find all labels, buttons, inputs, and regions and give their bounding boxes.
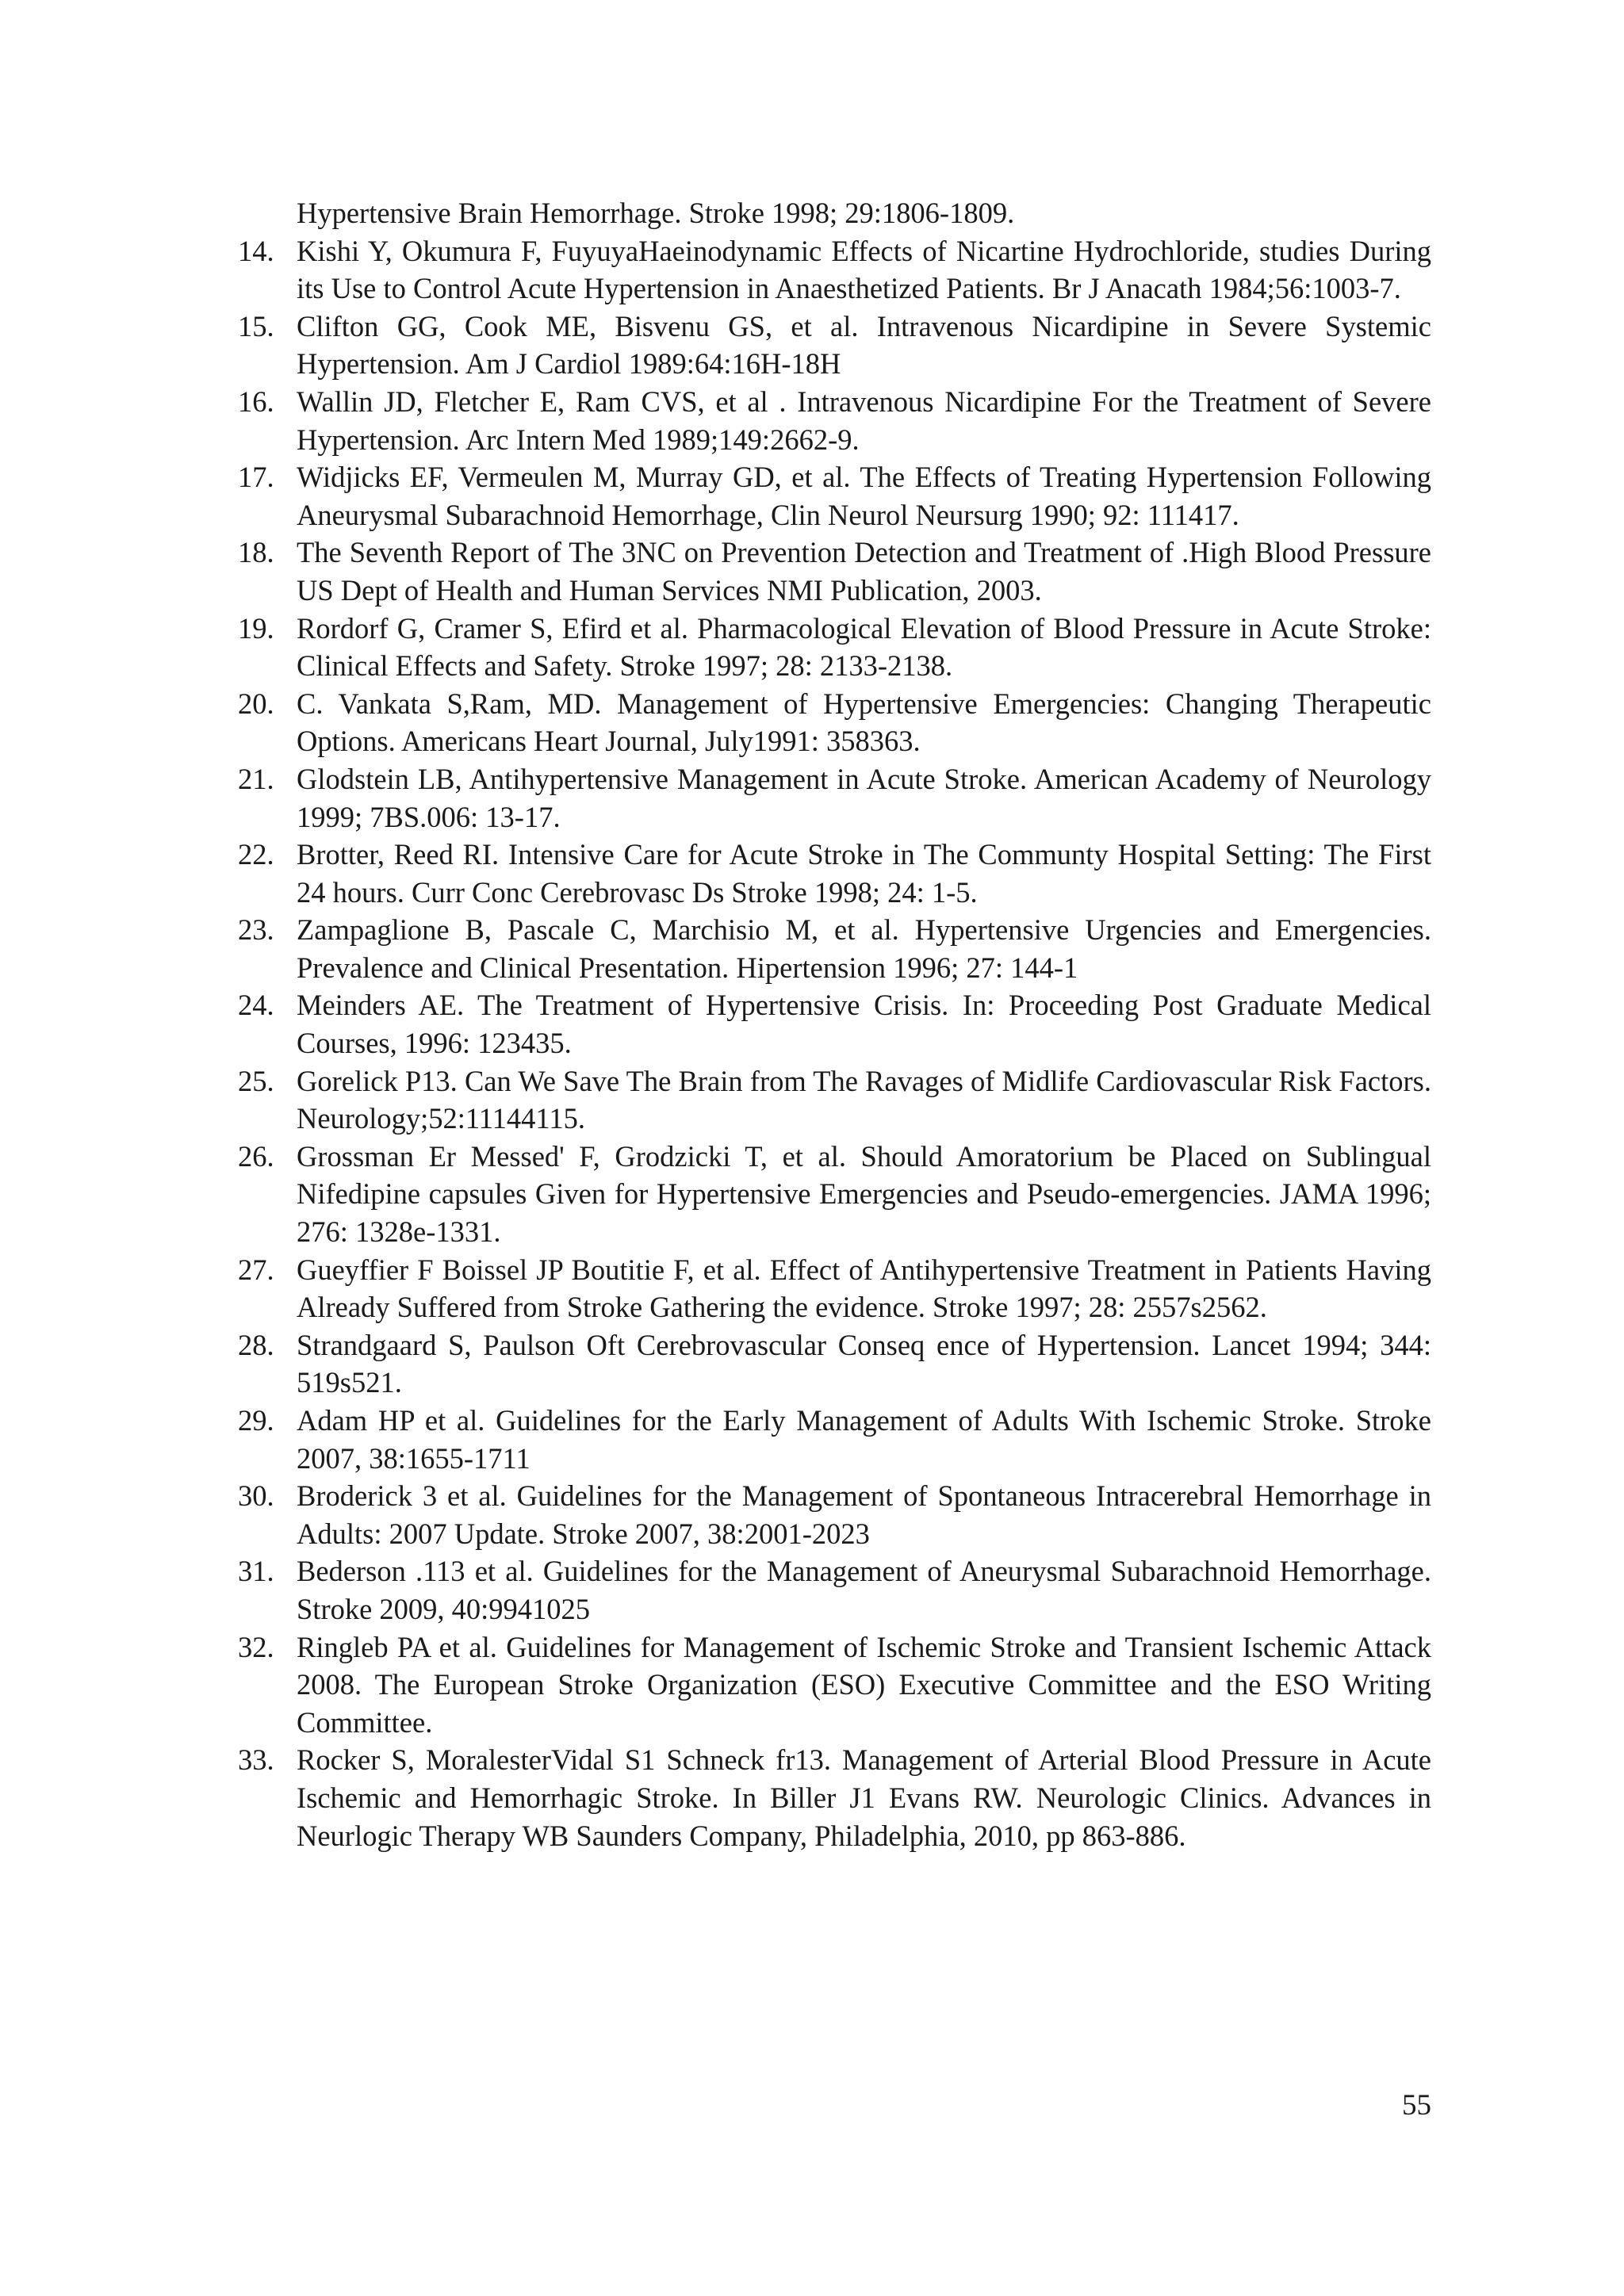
reference-number: 24. — [238, 989, 274, 1022]
reference-number: 33. — [238, 1743, 274, 1777]
reference-continuation: Hypertensive Brain Hemorrhage. Stroke 1998; 29:1806-1809. — [297, 197, 1015, 229]
reference-number: 18. — [238, 536, 274, 569]
reference-number: 16. — [238, 385, 274, 418]
reference-number: 21. — [238, 762, 274, 795]
reference-text: Broderick 3 et al. Guidelines for the Management of Spontaneous Intracerebral Hemorrhage in Adults: 2007 Update. Stroke 2007, 38:2001-2023 — [297, 1479, 1431, 1550]
reference-number: 26. — [238, 1139, 274, 1173]
reference-text: Brotter, Reed RI. Intensive Care for Acute Stroke in The Communty Hospital Setting: The First 24 hours. Curr Conc Cerebrovasc Ds Stroke 1998; 24: 1-5. — [297, 838, 1431, 909]
reference-item — [238, 1402, 1431, 1477]
reference-number: 20. — [238, 687, 274, 720]
reference-text: Gorelick P13. Can We Save The Brain from The Ravages of Midlife Cardiovascular Risk Factors. Neurology;52:11144115. — [297, 1064, 1431, 1135]
reference-text: Glodstein LB, Antihypertensive Management in Acute Stroke. American Academy of Neurology 1999; 7BS.006: 13-17. — [297, 762, 1431, 833]
reference-item — [238, 1326, 1431, 1402]
reference-number: 23. — [238, 913, 274, 947]
reference-text: Rocker S, MoralesterVidal S1 Schneck fr13. Management of Arterial Blood Pressure in Acute Ischemic and Hemorrhagic Stroke. In Biller J1 Evans RW. Neurologic Clinics. Advances in Neurlogic Therapy WB Saunders Company, Philadelphia, 2010, pp 863-886. — [297, 1743, 1431, 1852]
reference-item — [238, 232, 1431, 308]
reference-item — [238, 1552, 1431, 1628]
reference-item — [238, 458, 1431, 534]
reference-text: Ringleb PA et al. Guidelines for Management of Ischemic Stroke and Transient Ischemic Attack 2008. The European Stroke Organization (ESO) Executive Committee and the ESO Writing Committee. — [297, 1630, 1431, 1739]
reference-item — [238, 1741, 1431, 1854]
reference-number: 31. — [238, 1555, 274, 1588]
reference-item — [238, 534, 1431, 609]
reference-number: 17. — [238, 461, 274, 494]
reference-text: Kishi Y, Okumura F, FuyuyaHaeinodynamic Effects of Nicartine Hydrochloride, studies During its Use to Control Acute Hypertension in Anaesthetized Patients. Br J Anacath 1984;56:1003-7. — [297, 234, 1431, 305]
reference-item — [238, 1251, 1431, 1326]
page-number: 55 — [1402, 2089, 1431, 2122]
reference-number: 29. — [238, 1404, 274, 1437]
reference-text: Meinders AE. The Treatment of Hypertensive Crisis. In: Proceeding Post Graduate Medical Courses, 1996: 123435. — [297, 989, 1431, 1060]
reference-number: 25. — [238, 1064, 274, 1097]
reference-text: C. Vankata S,Ram, MD. Management of Hypertensive Emergencies: Changing Therapeutic Options. Americans Heart Journal, July1991: 358363. — [297, 687, 1431, 758]
reference-text: Zampaglione B, Pascale C, Marchisio M, et al. Hypertensive Urgencies and Emergencies. Prevalence and Clinical Presentation. Hipertension 1996; 27: 144-1 — [297, 913, 1431, 984]
reference-item — [238, 383, 1431, 458]
reference-number: 28. — [238, 1328, 274, 1361]
reference-item — [238, 986, 1431, 1062]
reference-item — [238, 308, 1431, 383]
reference-text: Bederson .113 et al. Guidelines for the Management of Aneurysmal Subarachnoid Hemorrhage. Stroke 2009, 40:9941025 — [297, 1555, 1431, 1625]
reference-item — [238, 911, 1431, 986]
reference-number: 30. — [238, 1479, 274, 1513]
reference-number: 19. — [238, 611, 274, 645]
reference-item — [238, 1477, 1431, 1552]
reference-item — [238, 1062, 1431, 1138]
reference-text: Adam HP et al. Guidelines for the Early Management of Adults With Ischemic Stroke. Stroke 2007, 38:1655-1711 — [297, 1404, 1431, 1475]
reference-text: Gueyffier F Boissel JP Boutitie F, et al. Effect of Antihypertensive Treatment in Patients Having Already Suffered from Stroke Gathering the evidence. Stroke 1997; 28: 2557s2562. — [297, 1253, 1431, 1324]
reference-number: 22. — [238, 838, 274, 871]
reference-item — [238, 836, 1431, 911]
reference-number: 27. — [238, 1253, 274, 1286]
reference-item — [238, 1138, 1431, 1251]
reference-item — [238, 610, 1431, 685]
reference-item — [238, 760, 1431, 836]
reference-item — [238, 1628, 1431, 1742]
reference-number: 15. — [238, 309, 274, 342]
reference-item — [238, 685, 1431, 760]
reference-number: 14. — [238, 234, 274, 267]
reference-text: Grossman Er Messed' F, Grodzicki T, et al. Should Amoratorium be Placed on Sublingual Nifedipine capsules Given for Hypertensive Emergencies and Pseudo-emergencies. JAMA 1996; 276: 1328e-1331. — [297, 1139, 1431, 1249]
reference-text: Strandgaard S, Paulson Oft Cerebrovascular Conseq ence of Hypertension. Lancet 1994; 344: 519s521. — [297, 1328, 1431, 1399]
reference-number: 32. — [238, 1630, 274, 1663]
reference-text: Rordorf G, Cramer S, Efird et al. Pharmacological Elevation of Blood Pressure in Acute Stroke: Clinical Effects and Safety. Stroke 1997; 28: 2133-2138. — [297, 611, 1431, 683]
reference-list — [238, 194, 1431, 1854]
reference-text: Wallin JD, Fletcher E, Ram CVS, et al . Intravenous Nicardipine For the Treatment of Severe Hypertension. Arc Intern Med 1989;149:2662-9. — [297, 385, 1431, 456]
reference-text: The Seventh Report of The 3NC on Prevention Detection and Treatment of .High Blood Pressure US Dept of Health and Human Services NMI Publication, 2003. — [297, 536, 1431, 607]
reference-text: Clifton GG, Cook ME, Bisvenu GS, et al. Intravenous Nicardipine in Severe Systemic Hypertension. Am J Cardiol 1989:64:16H-18H — [297, 309, 1431, 381]
reference-text: Widjicks EF, Vermeulen M, Murray GD, et al. The Effects of Treating Hypertension Following Aneurysmal Subarachnoid Hemorrhage, Clin Neurol Neursurg 1990; 92: 111417. — [297, 461, 1431, 531]
